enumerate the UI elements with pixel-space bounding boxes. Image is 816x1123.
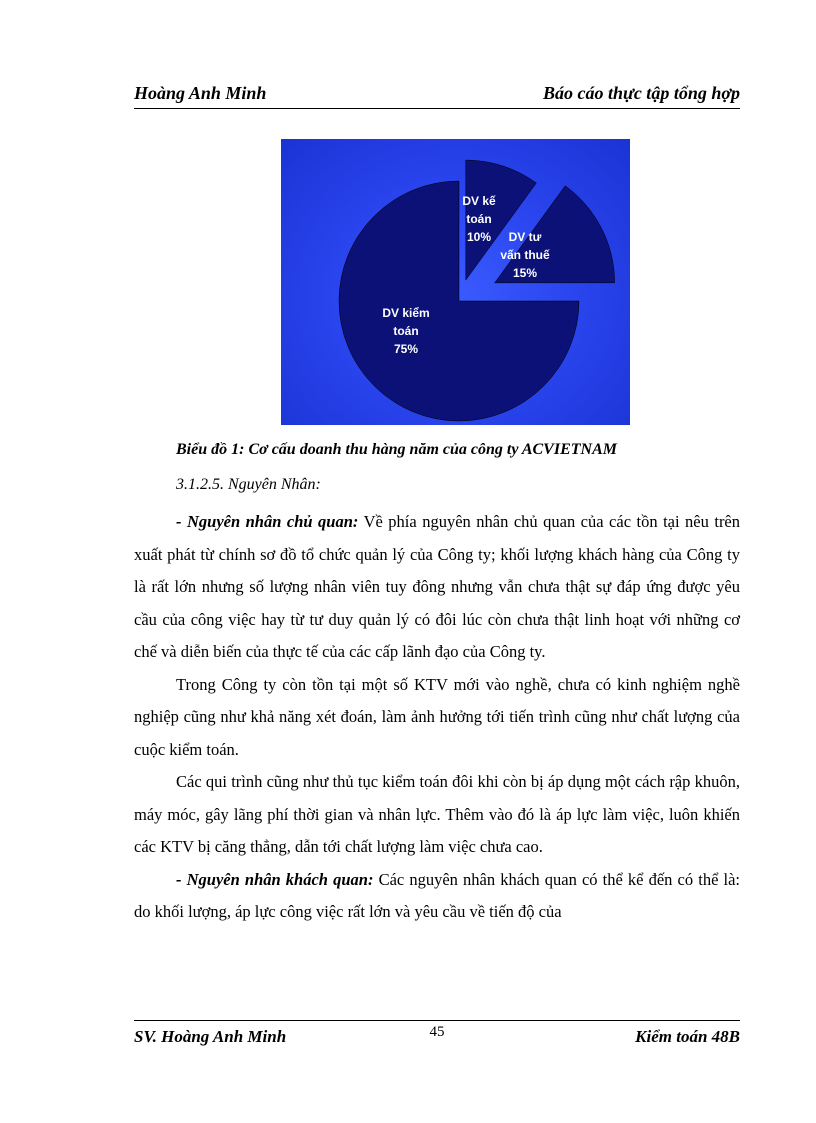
- footer-class: Kiểm toán 48B: [635, 1027, 740, 1046]
- header-author: Hoàng Anh Minh: [134, 83, 267, 103]
- chart-caption: Biểu đồ 1: Cơ cấu doanh thu hàng năm của công ty ACVIETNAM: [176, 441, 617, 458]
- page-number: 45: [429, 1024, 445, 1040]
- page-footer: [134, 1020, 740, 1051]
- slice-dv-ke-toan-label: DV kế toán 10%: [462, 194, 496, 244]
- paragraph-text: Trong Công ty còn tồn tại một số KTV mới vào nghề, chưa có kinh nghiệm nghề nghiệp cũng như khả năng xét đoán, làm ảnh hưởng tới tiến trình cũng như chất lượng của cuộc kiểm toán.: [134, 674, 740, 759]
- paragraph-procedures: [134, 766, 740, 864]
- paragraph-objective: [134, 864, 740, 929]
- header-title: Báo cáo thực tập tổng hợp: [543, 83, 740, 103]
- paragraph-text: Các qui trình cũng như thủ tục kiểm toán đôi khi còn bị áp dụng một cách rập khuôn, máy móc, gây lãng phí thời gian và nhân lực. Thêm vào đó là áp lực làm việc, luôn khiến các KTV bị căng thẳng, dẫn tới chất lượng làm việc chưa cao.: [134, 772, 740, 856]
- paragraph-ktv: [134, 669, 740, 767]
- page-header: [134, 80, 740, 109]
- revenue-pie-chart: [281, 139, 630, 425]
- paragraph-subjective: [134, 506, 740, 669]
- body-text: [134, 506, 740, 929]
- section-heading: 3.1.2.5. Nguyên Nhân:: [176, 476, 321, 493]
- paragraph-text: Về phía nguyên nhân chủ quan của các tồn tại nêu trên xuất phát từ chính sơ đồ tổ chức quản lý của Công ty; khối lượng khách hàng của Công ty là rất lớn nhưng số lượng nhân viên tuy đông nhưng vẫn chưa thật sự đáp ứng được yêu cầu của công việc hay từ tư duy quản lý có đôi lúc còn chưa thật linh hoạt với những cơ chế và diễn biến của thực tế của các cấp lãnh đạo của Công ty.: [134, 512, 741, 661]
- paragraph-text: Các nguyên nhân khách quan có thể kể đến có thể là: do khối lượng, áp lực công việc rất lớn và yêu cầu về tiến độ của: [134, 869, 741, 921]
- slice-dv-tu-van-thue-label: DV tư vấn thuế 15%: [500, 230, 550, 280]
- paragraph-lead: - Nguyên nhân khách quan:: [176, 869, 374, 889]
- slice-dv-kiem-toan-label: DV kiểm toán 75%: [382, 306, 430, 356]
- paragraph-lead: - Nguyên nhân chủ quan:: [176, 512, 359, 531]
- footer-student: SV. Hoàng Anh Minh: [134, 1027, 287, 1046]
- pie-svg: [281, 139, 630, 425]
